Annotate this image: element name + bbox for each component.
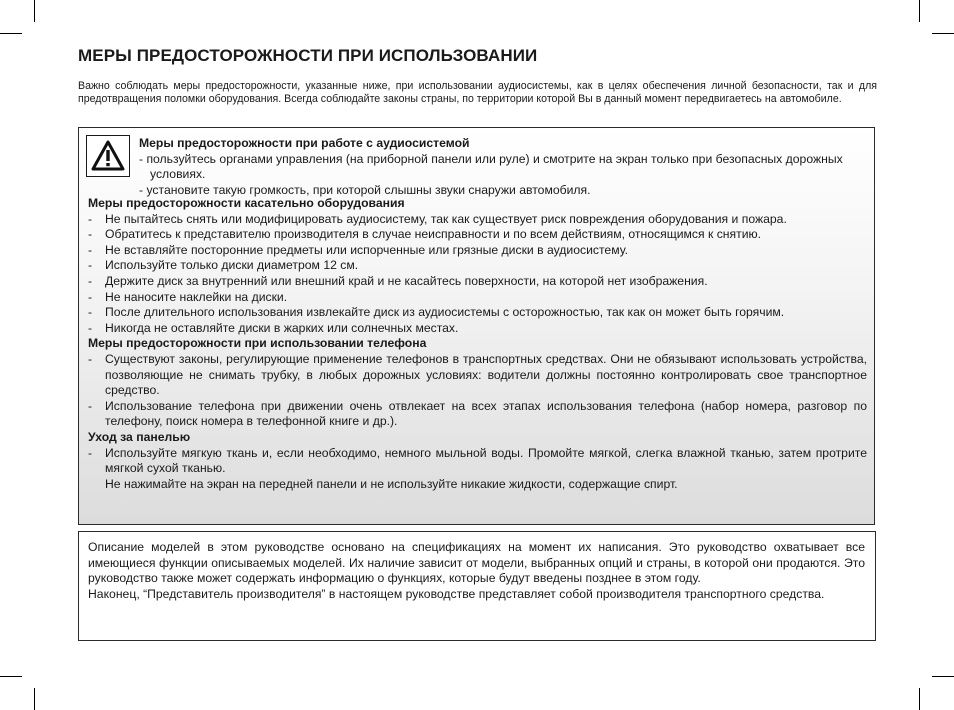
list-item: - После длительного использования извлекайте диск из аудиосистемы с осторожностью, так как он может быть горячим. [88,305,785,320]
audio-warning-title: Меры предосторожности при работе с аудиосистемой [139,136,470,150]
list-item: - Никогда не оставляйте диски в жарких или солнечных местах. [88,320,459,335]
list-item: - Не наносите наклейки на диски. [88,289,288,304]
audio-warning-block [139,136,867,198]
crop-mark [919,0,920,22]
crop-mark [919,688,920,710]
panel-care-section-title: Уход за панелью [88,429,191,444]
list-item: - Используйте мягкую ткань и, если необходимо, немного мыльной воды. Промойте мягкой, слегка влажной тканью, затем протрите мягкой сухой тканью. [88,445,867,476]
phone-list [88,352,867,430]
list-item: - Обратитесь к представителю производителя в случае неисправности и по всем действиям, относящимся к снятию. [88,227,762,242]
list-item: - Не вставляйте посторонние предметы или испорченные или грязные диски в аудиосистему. [88,242,628,257]
disclaimer-box [78,531,876,641]
equipment-list [88,212,867,337]
crop-mark [34,688,35,710]
phone-section-title: Меры предосторожности при использовании телефона [88,336,427,351]
crop-mark [932,33,954,34]
list-item: - Используйте только диски диаметром 12 см. [88,258,359,273]
disclaimer-paragraph: Наконец, “Представитель производителя” в настоящем руководстве представляет собой производителя транспортного средства. [88,586,825,601]
crop-mark [34,0,35,22]
crop-mark [932,676,954,677]
panel-care-note: Не нажимайте на экран на передней панели и не используйте никакие жидкости, содержащие спирт. [105,476,678,491]
equipment-section-title: Меры предосторожности касательно оборудования [88,196,405,210]
crop-mark [0,33,22,34]
crop-mark [0,676,22,677]
precautions-box [78,127,875,525]
list-item: - Существуют законы, регулирующие применение телефонов в транспортных средствах. Они не обязывают использовать устройства, позволяющие не снимать трубку, в любых дорожных условиях: водители должны постоянно контролировать свое транспортное средство. [88,351,867,398]
audio-warning-item: - пользуйтесь органами управления (на приборной панели или руле) и смотрите на экран только при безопасных дорожных условиях. [139,151,843,182]
list-item: - Не пытайтесь снять или модифицировать аудиосистему, так как существует риск повреждения оборудования и пожара. [88,211,787,226]
list-item: - Использование телефона при движении очень отвлекает на всех этапах использования телефона (набор номера, разговор по телефону, поиск номера в телефонной книге и др.). [88,398,867,429]
intro-paragraph: Важно соблюдать меры предосторожности, указанные ниже, при использовании аудиосистемы, как в целях обеспечения личной безопасности, так и для предотвращения поломки оборудования. Всегда соблюдайте законы страны, по территории которой Вы в данный момент передвигаетесь на автомобиле. [78,80,877,105]
panel-care-list [88,446,867,477]
list-item: - Держите диск за внутренний или внешний край и не касайтесь поверхности, на которой нет изображения. [88,273,708,288]
disclaimer-paragraph: Описание моделей в этом руководстве основано на спецификациях на момент их написания. Это руководство охватывает все имеющиеся функции описываемых моделей. Их наличие зависит от модели, выбранных опций и страны, в которой они продаются. Это руководство также может содержать информацию о функциях, которые будут введены позднее в этом году. [88,540,865,586]
precautions-sections [88,196,867,492]
page-title: МЕРЫ ПРЕДОСТОРОЖНОСТИ ПРИ ИСПОЛЬЗОВАНИИ [78,46,538,65]
warning-triangle-icon [86,135,130,177]
audio-warning-item: - установите такую громкость, при которой слышны звуки снаружи автомобиля. [139,182,591,197]
